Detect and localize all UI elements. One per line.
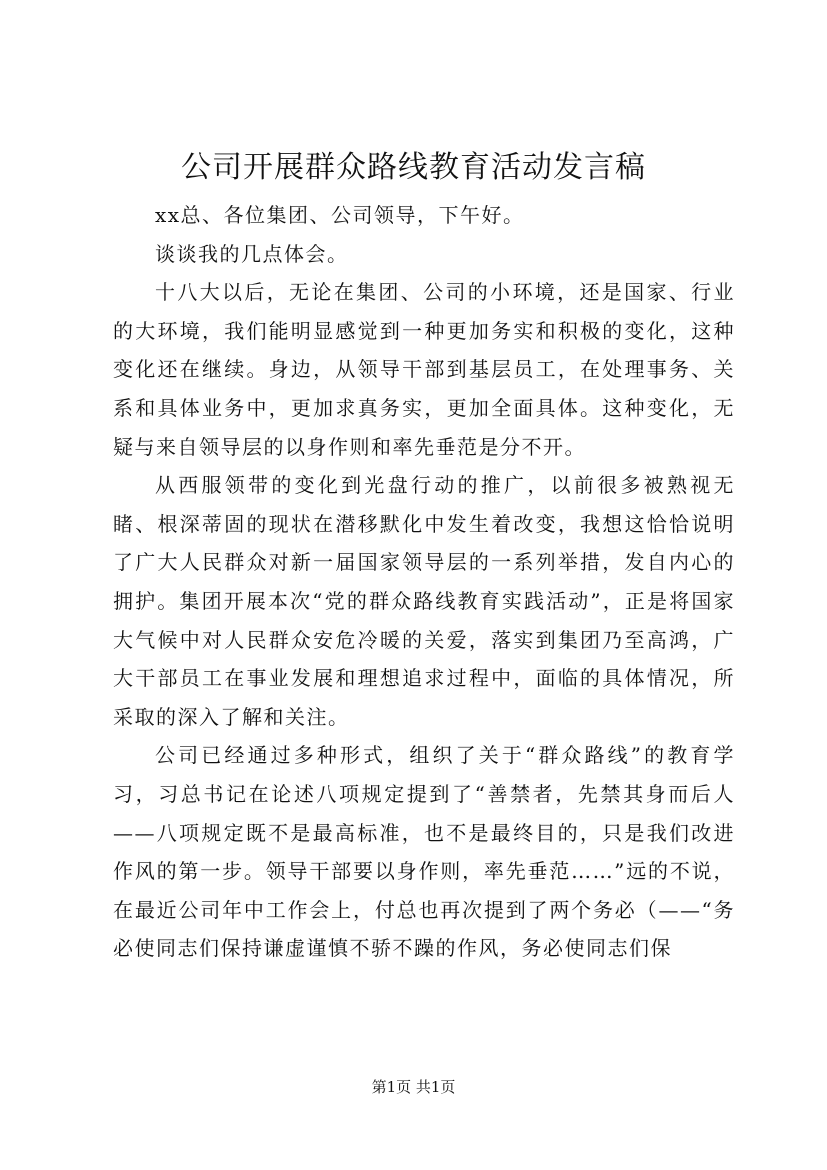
paragraph-greeting: xx总、各位集团、公司领导，下午好。	[155, 203, 525, 227]
document-title: 公司开展群众路线教育活动发言稿	[181, 150, 646, 185]
paragraph-intro: 谈谈我的几点体会。	[155, 241, 349, 266]
paragraph-1: 十八大以后，无论在集团、公司的小环境，还是国家、行业的大环境，我们能明显感觉到一种更加务实和积极的变化，这种变化还在继续。身边，从领导干部到基层员工，在处理事务、关系和具体业务中，更加求真务实，更加全面具体。这种变化，无疑与来自领导层的以身作则和率先垂范是分不开。	[113, 280, 735, 459]
document-body	[113, 196, 735, 968]
page-number-footer: 第1页 共1页	[371, 1078, 456, 1096]
paragraph-3: 公司已经通过多种形式，组织了关于“群众路线”的教育学习，习总书记在论述八项规定提到了“善禁者，先禁其身而后人——八项规定既不是最高标准，也不是最终目的，只是我们改进作风的第一步。领导干部要以身作则，率先垂范……”远的不说，在最近公司年中工作会上，付总也再次提到了两个务必（——“务必使同志们保持谦虚谨慎不骄不躁的作风，务必使同志们保	[113, 743, 735, 961]
paragraph-2: 从西服领带的变化到光盘行动的推广，以前很多被熟视无睹、根深蒂固的现状在潜移默化中发生着改变，我想这恰恰说明了广大人民群众对新一届国家领导层的一系列举措，发自内心的拥护。集团开展本次“党的群众路线教育实践活动”，正是将国家大气候中对人民群众安危冷暖的关爱，落实到集团乃至高鸿，广大干部员工在事业发展和理想追求过程中，面临的具体情况，所采取的深入了解和关注。	[113, 473, 735, 729]
